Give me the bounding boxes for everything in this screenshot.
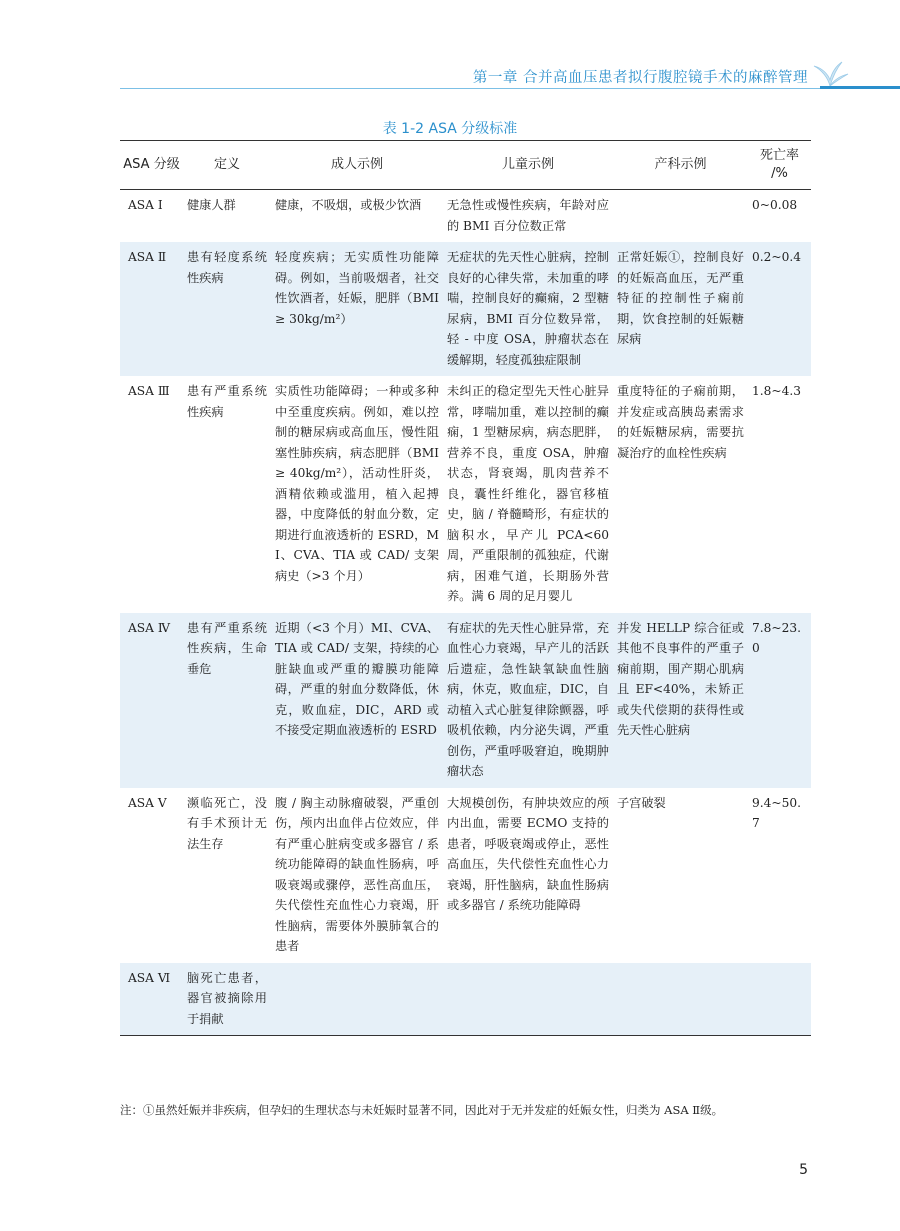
cell-grade: ASA Ⅴ	[128, 795, 167, 810]
cell-obstetric	[613, 190, 748, 243]
cell-obstetric: 正常妊娠①，控制良好的妊娠高血压，无严重特征的控制性子痫前期，饮食控制的妊娠糖尿病	[613, 242, 748, 376]
leaf-icon	[810, 60, 850, 88]
column-header-grade: ASA 分级	[120, 141, 183, 190]
cell-child: 未纠正的稳定型先天性心脏异常，哮喘加重，难以控制的癫痫，1 型糖尿病，病态肥胖，营养不良，重度 OSA，肿瘤状态，肾衰竭，肌肉营养不良，囊性纤维化，器官移植史，脑 / 脊髓畸形，有症状的脑积水，早产儿 PCA<60 周，严重限制的孤独症，代谢病，困难气道，长期肠外营养。满 6 周的足月婴儿	[447, 384, 609, 603]
cell-child: 无急性或慢性疾病，年龄对应的 BMI 百分位数正常	[447, 198, 609, 233]
column-header-adult: 成人示例	[271, 141, 443, 190]
cell-obstetric: 并发 HELLP 综合征或其他不良事件的严重子痫前期，围产期心肌病且 EF<40%，未矫正或失代偿期的获得性或先天性心脏病	[613, 613, 748, 788]
cell-grade: ASA Ⅱ	[120, 242, 183, 376]
cell-adult	[271, 963, 443, 1036]
cell-grade: ASA Ⅲ	[128, 384, 170, 398]
column-header-definition: 定义	[183, 141, 271, 190]
cell-child	[443, 963, 613, 1036]
cell-mortality	[748, 963, 811, 1036]
asa-table	[120, 140, 811, 1036]
cell-obstetric: 子宫破裂	[617, 795, 666, 810]
cell-definition: 脑死亡患者，器官被摘除用于捐献	[183, 963, 271, 1036]
cell-mortality: 9.4~50.7	[752, 795, 801, 830]
cell-adult: 腹 / 胸主动脉瘤破裂，严重创伤，颅内出血伴占位效应，伴有严重心脏病变或多器官 / 系统功能障碍的缺血性肠病，呼吸衰竭或骤停，恶性高血压，失代偿性充血性心力衰竭，肝性脑病，需要体外膜肺氧合的患者	[275, 795, 439, 953]
column-header-child: 儿童示例	[443, 141, 613, 190]
cell-adult: 轻度疾病；无实质性功能障碍。例如，当前吸烟者，社交性饮酒者，妊娠，肥胖（BMI ≥ 30kg/m²）	[271, 242, 443, 376]
cell-adult: 近期（<3 个月）MI、CVA、TIA 或 CAD/ 支架，持续的心脏缺血或严重的瓣膜功能障碍，严重的射血分数降低，休克，败血症，DIC，ARD 或不接受定期血液透析的 ESRD	[271, 613, 443, 788]
table-row	[120, 613, 811, 788]
cell-mortality: 0~0.08	[752, 198, 798, 212]
cell-grade: ASA Ⅰ	[128, 198, 163, 212]
cell-adult: 健康，不吸烟，或极少饮酒	[275, 198, 422, 212]
table-row	[120, 190, 811, 243]
cell-mortality: 0.2~0.4	[748, 242, 811, 376]
cell-child: 有症状的先天性心脏异常，充血性心力衰竭，早产儿的活跃后遗症，急性缺氧缺血性脑病，休克，败血症，DIC，自动植入式心脏复律除颤器，呼吸机依赖，内分泌失调，严重创伤，严重呼吸窘迫，晚期肿瘤状态	[443, 613, 613, 788]
page-number: 5	[799, 1162, 808, 1178]
cell-obstetric: 重度特征的子痫前期，并发症或高胰岛素需求的妊娠糖尿病，需要抗凝治疗的血栓性疾病	[617, 384, 744, 460]
cell-definition: 濒临死亡，没有手术预计无法生存	[187, 795, 267, 851]
cell-definition: 患有严重系统性疾病	[187, 384, 267, 419]
cell-grade: ASA Ⅵ	[120, 963, 183, 1036]
cell-grade: ASA Ⅳ	[120, 613, 183, 788]
table-row	[120, 376, 811, 613]
table-title: 表 1-2 ASA 分级标准	[382, 121, 518, 137]
header-accent-band	[820, 86, 900, 89]
table-row	[120, 963, 811, 1036]
cell-mortality: 7.8~23.0	[748, 613, 811, 788]
table-row	[120, 242, 811, 376]
running-title: 第一章 合并高血压患者拟行腹腔镜手术的麻醉管理	[472, 70, 808, 86]
cell-definition: 健康人群	[187, 198, 236, 212]
column-header-mortality: 死亡率 /%	[748, 141, 811, 190]
cell-definition: 患有轻度系统性疾病	[183, 242, 271, 376]
cell-child: 大规模创伤，有肿块效应的颅内出血，需要 ECMO 支持的患者，呼吸衰竭或停止，恶性高血压，失代偿性充血性心力衰竭，肝性脑病，缺血性肠病或多器官 / 系统功能障碍	[447, 795, 609, 912]
cell-definition: 患有严重系统性疾病，生命垂危	[183, 613, 271, 788]
column-header-obstetric: 产科示例	[613, 141, 748, 190]
table-row	[120, 788, 811, 963]
cell-child: 无症状的先天性心脏病，控制良好的心律失常，未加重的哮喘，控制良好的癫痫，2 型糖尿病，BMI 百分位数异常，轻 - 中度 OSA，肿瘤状态在缓解期，轻度孤独症限制	[443, 242, 613, 376]
table-header-row	[120, 141, 811, 190]
table-footnote: 注：①虽然妊娠并非疾病，但孕妇的生理状态与未妊娠时显著不同，因此对于无并发症的妊娠女性，归类为 ASA Ⅱ级。	[120, 1103, 724, 1117]
cell-mortality: 1.8~4.3	[752, 384, 801, 398]
cell-adult: 实质性功能障碍；一种或多种中至重度疾病。例如，难以控制的糖尿病或高血压，慢性阻塞性肺疾病，病态肥胖（BMI ≥ 40kg/m²），活动性肝炎，酒精依赖或滥用，植入起搏器，中度降低的射血分数，定期进行血液透析的 ESRD，MI、CVA、TIA 或 CAD/ 支架病史（>3 个月）	[275, 384, 439, 583]
cell-obstetric	[613, 963, 748, 1036]
header-rule	[120, 88, 900, 89]
